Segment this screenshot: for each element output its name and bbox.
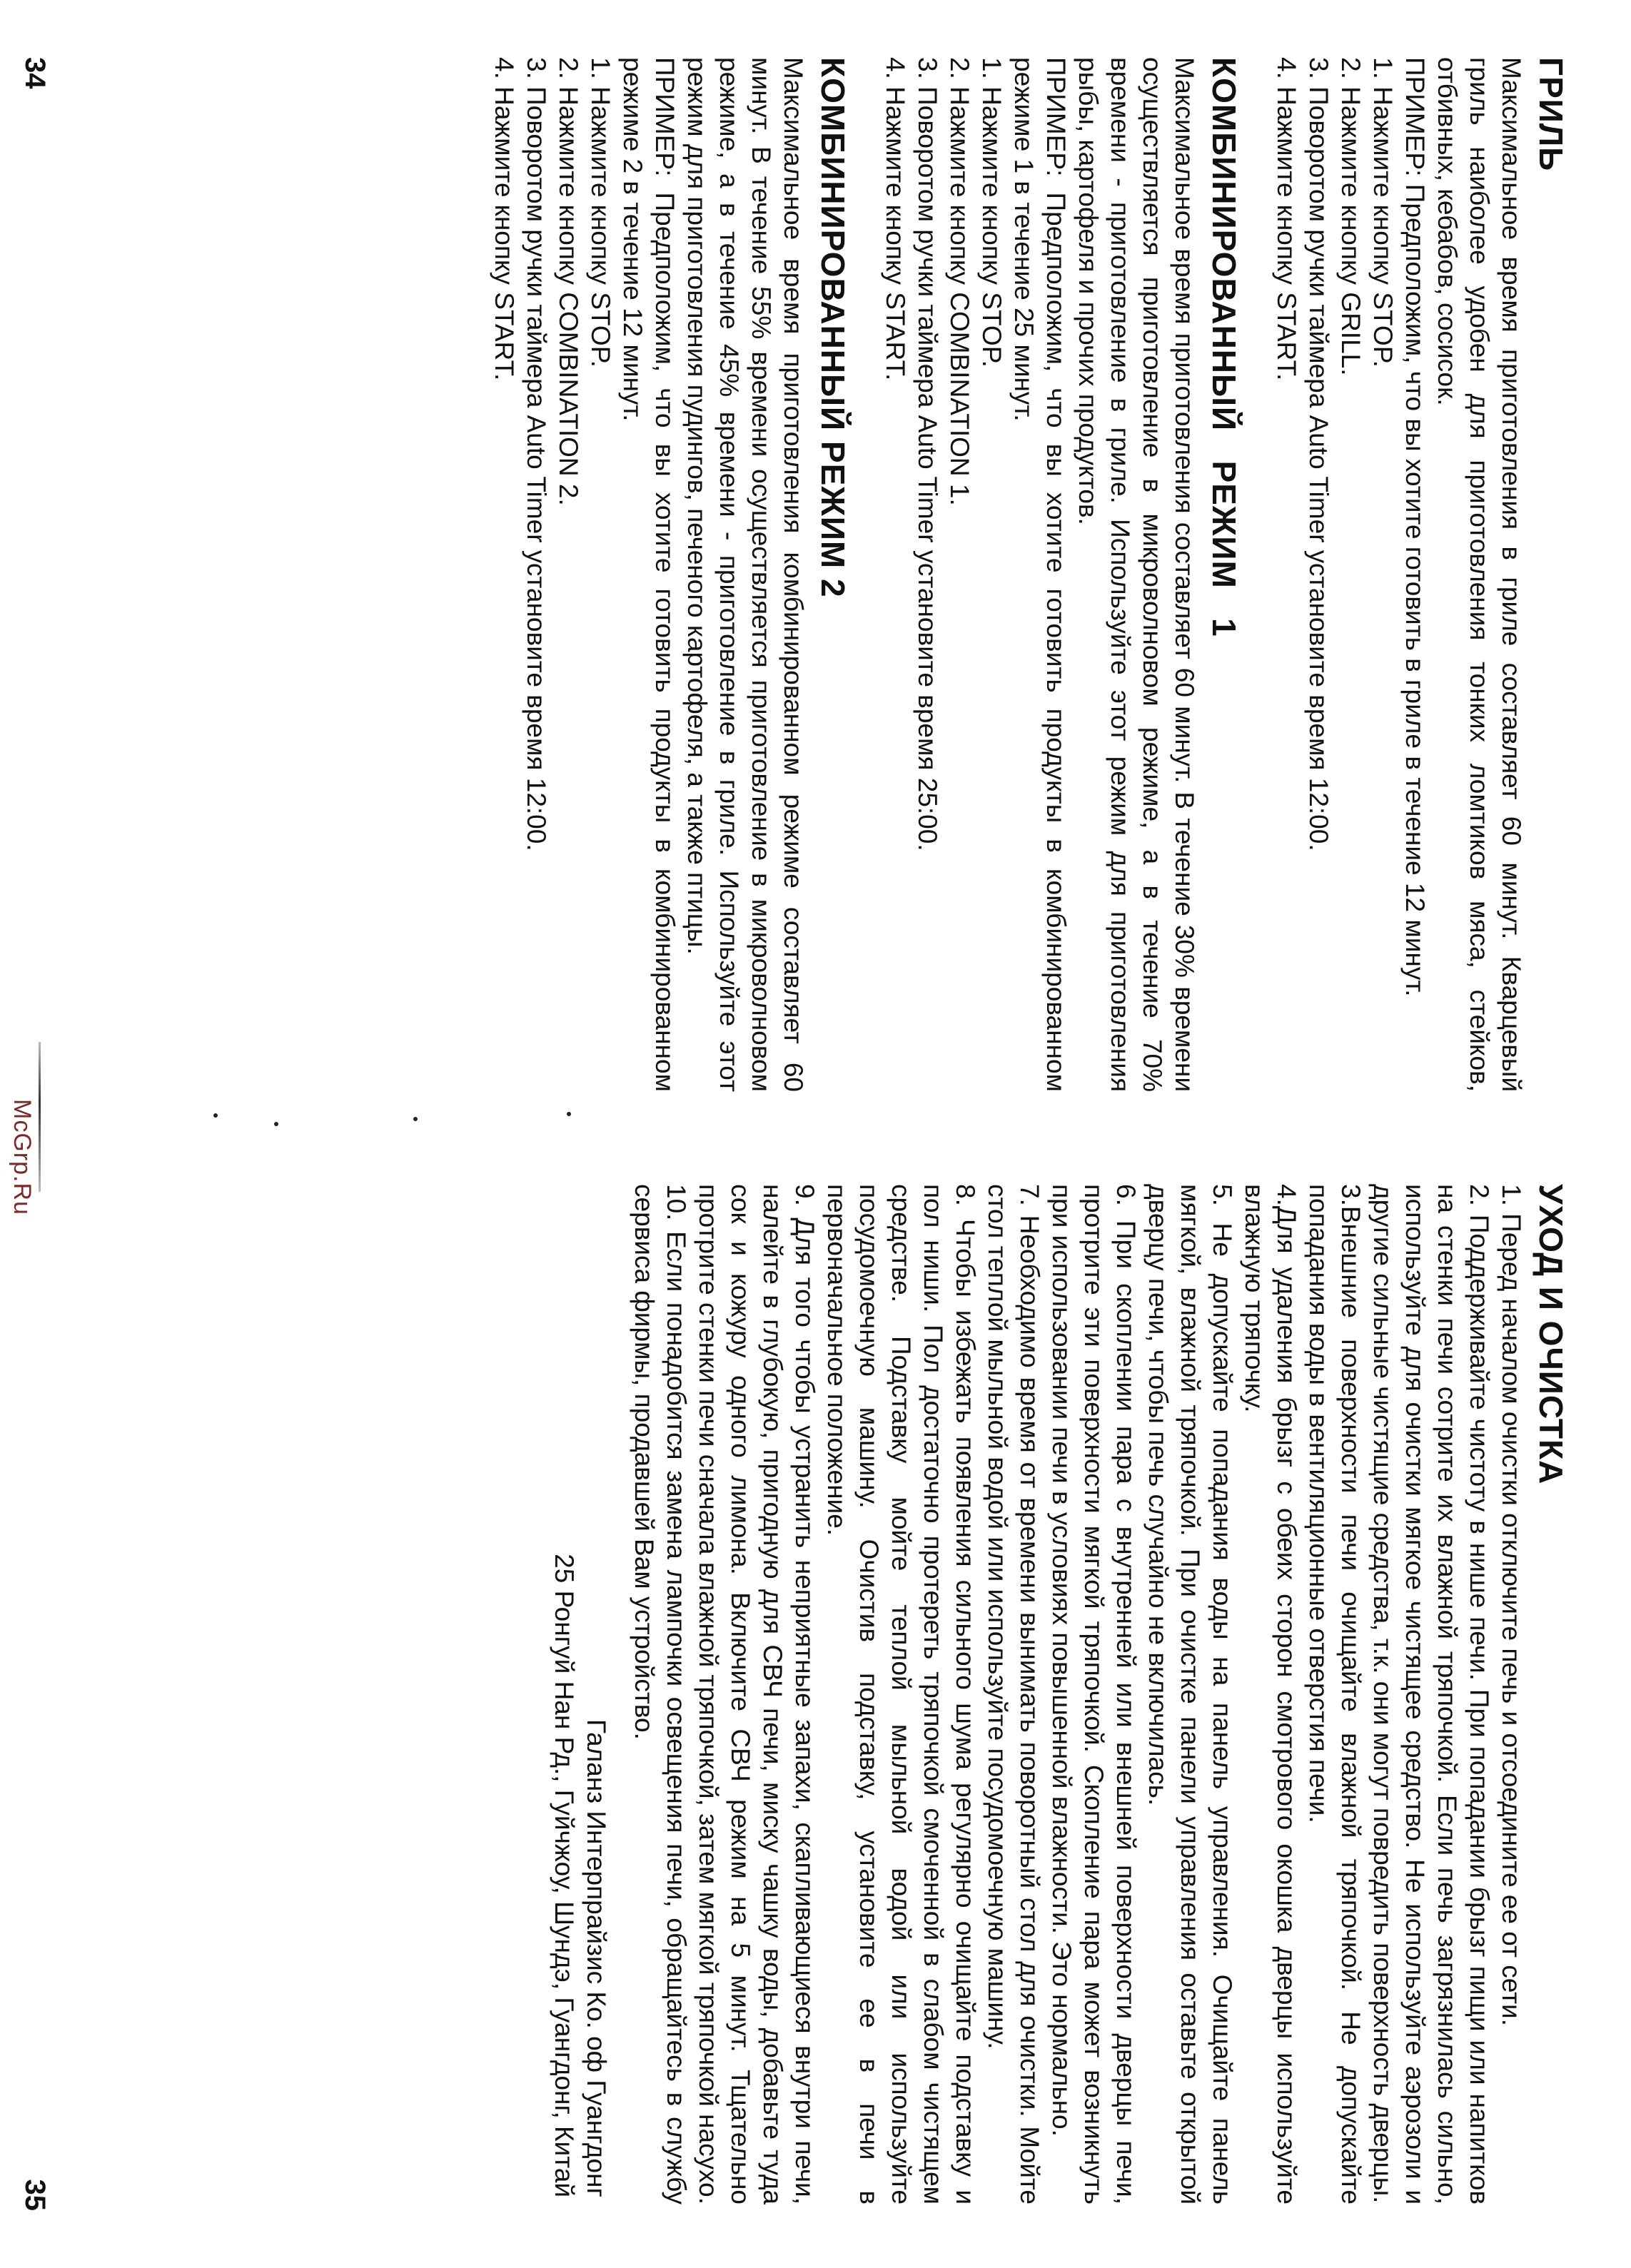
care-item: 3.Внешние поверхности печи очищайте влажной тряпочкой. Не допускайте попадания воды в вентиляционные отверстия печи. <box>1304 1184 1365 2204</box>
scan-speck <box>274 1122 278 1126</box>
right-column <box>548 1184 1570 2204</box>
care-title: УХОД И ОЧИСТКА <box>1532 1184 1570 1485</box>
scan-artifact-line <box>39 1042 41 1192</box>
grill-step: 3. Поворотом ручки таймера Auto Timer установите время 12:00. <box>1304 57 1333 851</box>
combi1-step: 3. Поворотом ручки таймера Auto Timer установите время 25:00. <box>913 57 942 851</box>
combi2-description: Максимальное время приготовления комбинированном режиме составляет 60 минут. В течение 55% времени осуществляется приготовление в микроволновом режиме, а в течение 45% времени - приготовление в гриле. Используйте этот режим для приготовления пудингов, печеного картофеля, а также птицы. <box>682 57 808 1092</box>
combi1-section <box>879 57 1243 1092</box>
combi1-step: 2. Нажмите кнопку COMBINATION 1. <box>945 57 974 506</box>
grill-section <box>1271 57 1570 1092</box>
care-item: 7. Необходимо время от времени вынимать поворотный стол для очистки. Мойте стол теплой мыльной водой или используйте посудомоечную машину. <box>983 1184 1044 2204</box>
grill-steps <box>1271 57 1399 1092</box>
grill-step: 2. Нажмите кнопку GRILL. <box>1336 57 1365 376</box>
combi1-steps <box>879 57 1008 1092</box>
combi2-steps <box>488 57 617 1092</box>
combi1-title: КОМБИНИРОВАННЫЙ РЕЖИМ 1 <box>1206 57 1243 637</box>
care-item: 6. При скоплении пара с внутренней или внешней поверхности дверцы печи, протрите эти поверхности мягкой тряпочкой. Скопление пара может возникнуть при использовании печи в условиях повышенной влажности. Это нормально. <box>1047 1184 1141 2204</box>
grill-description: Максимальное время приготовления в гриле составляет 60 минут. Кварцевый гриль наиболее удобен для приготовления тонких ломтиков мяса, стейков, отбивных, кебабов, сосисок. <box>1433 57 1526 1092</box>
address-line: 25 Ронгуй Нан Рд., Гуйчжоу, Шундэ, Гуангдонг, Китай <box>550 1554 579 2197</box>
scan-speck <box>413 1117 418 1121</box>
combi2-section <box>488 57 852 1092</box>
grill-example: ПРИМЕР: Предположим, что вы хотите готовить в гриле в течение 12 минут. <box>1400 57 1430 997</box>
manufacturer-address <box>548 1184 612 2204</box>
grill-step: 4. Нажмите кнопку START. <box>1272 57 1301 381</box>
combi1-step: 1. Нажмите кнопку STOP. <box>977 57 1006 368</box>
combi2-step: 3. Поворотом ручки таймера Auto Timer установите время 12:00. <box>522 57 551 851</box>
page-right <box>0 1134 1631 2268</box>
grill-title: ГРИЛЬ <box>1532 57 1570 172</box>
address-line: Галанз Интерпрайзис Ко. оф Гуангдонг <box>582 1719 611 2197</box>
left-column <box>488 57 1570 1092</box>
page-number-right: 35 <box>19 2179 51 2211</box>
care-item: 8. Чтобы избежать появления сильного шума регулярно очищайте подставку и пол ниши. Пол достаточно протереть тряпочкой смоченной в слабом чистящем средстве. Подставку мойте теплой мыльной водой или используйте посудомоечную машину. Очистив подставку, установите ее в печи в первоначальное положение. <box>822 1184 980 2204</box>
watermark: McGrp.Ru <box>9 1099 36 1215</box>
care-item: 2. Поддерживайте чистоту в нише печи. При попадании брызг пищи или напитков на стенки печи сотрите их влажной тряпочкой. Если печь загрязнилась сильно, используйте для очистки мягкое чистящее средство. Не используйте аэрозоли и другие сильные чистящие средства, т.к. они могут повредить поверхность дверцы. <box>1368 1184 1494 2204</box>
combi2-example: ПРИМЕР: Предположим, что вы хотите готовить продукты в комбинированном режиме 2 в течение 12 минут. <box>618 57 680 1092</box>
combi1-description: Максимальное время приготовления составляет 60 минут. В течение 30% времени осуществляется приготовление в микроволновом режиме, а в течение 70% времени - приготовление в гриле. Используйте этот режим для приготовления рыбы, картофеля и прочих продуктов. <box>1074 57 1199 1092</box>
care-item: 10. Если понадобится замена лампочки освещения печи, обращайтесь в службу сервиса фирмы, продавшей Вам устройство. <box>630 1184 691 2204</box>
page-number-left: 34 <box>19 57 51 89</box>
combi2-step: 1. Нажмите кнопку STOP. <box>586 57 615 368</box>
care-item: 5. Не допускайте попадания воды на панель управления. Очищайте панель мягкой, влажной тряпочкой. При очистке панели управления оставьте открытой дверцу печи, чтобы печь случайно не включилась. <box>1143 1184 1237 2204</box>
combi2-title: КОМБИНИРОВАННЫЙ РЕЖИМ 2 <box>814 57 852 598</box>
care-item: 9. Для того чтобы устранить неприятные запахи, скапливающиеся внутри печи, налейте в глубокую, пригодную для СВЧ печи, миску чашку воды, добавьте туда сок и кожуру одного лимона. Включите СВЧ режим на 5 минут. Тщательно протрите стенки печи сначала влажной тряпочкой, затем мягкой тряпочкой насухо. <box>694 1184 819 2205</box>
scan-speck <box>213 1113 218 1118</box>
grill-step: 1. Нажмите кнопку STOP. <box>1368 57 1398 368</box>
scan-speck <box>567 1112 571 1116</box>
care-item: 1. Перед началом очистки отключите печь и отсоедините ее от сети. <box>1497 1184 1526 2026</box>
combi2-step: 2. Нажмите кнопку COMBINATION 2. <box>554 57 583 506</box>
care-item: 4.Для удаления брызг с обеих сторон смотрового окошка дверцы используйте влажную тряпочку. <box>1240 1184 1301 2204</box>
care-section <box>548 1184 1570 2204</box>
combi1-example: ПРИМЕР: Предположим, что вы хотите готовить продукты в комбинированном режиме 1 в течение 25 минут. <box>1009 57 1071 1092</box>
combi1-step: 4. Нажмите кнопку START. <box>881 57 910 381</box>
combi2-step: 4. Нажмите кнопку START. <box>490 57 519 381</box>
